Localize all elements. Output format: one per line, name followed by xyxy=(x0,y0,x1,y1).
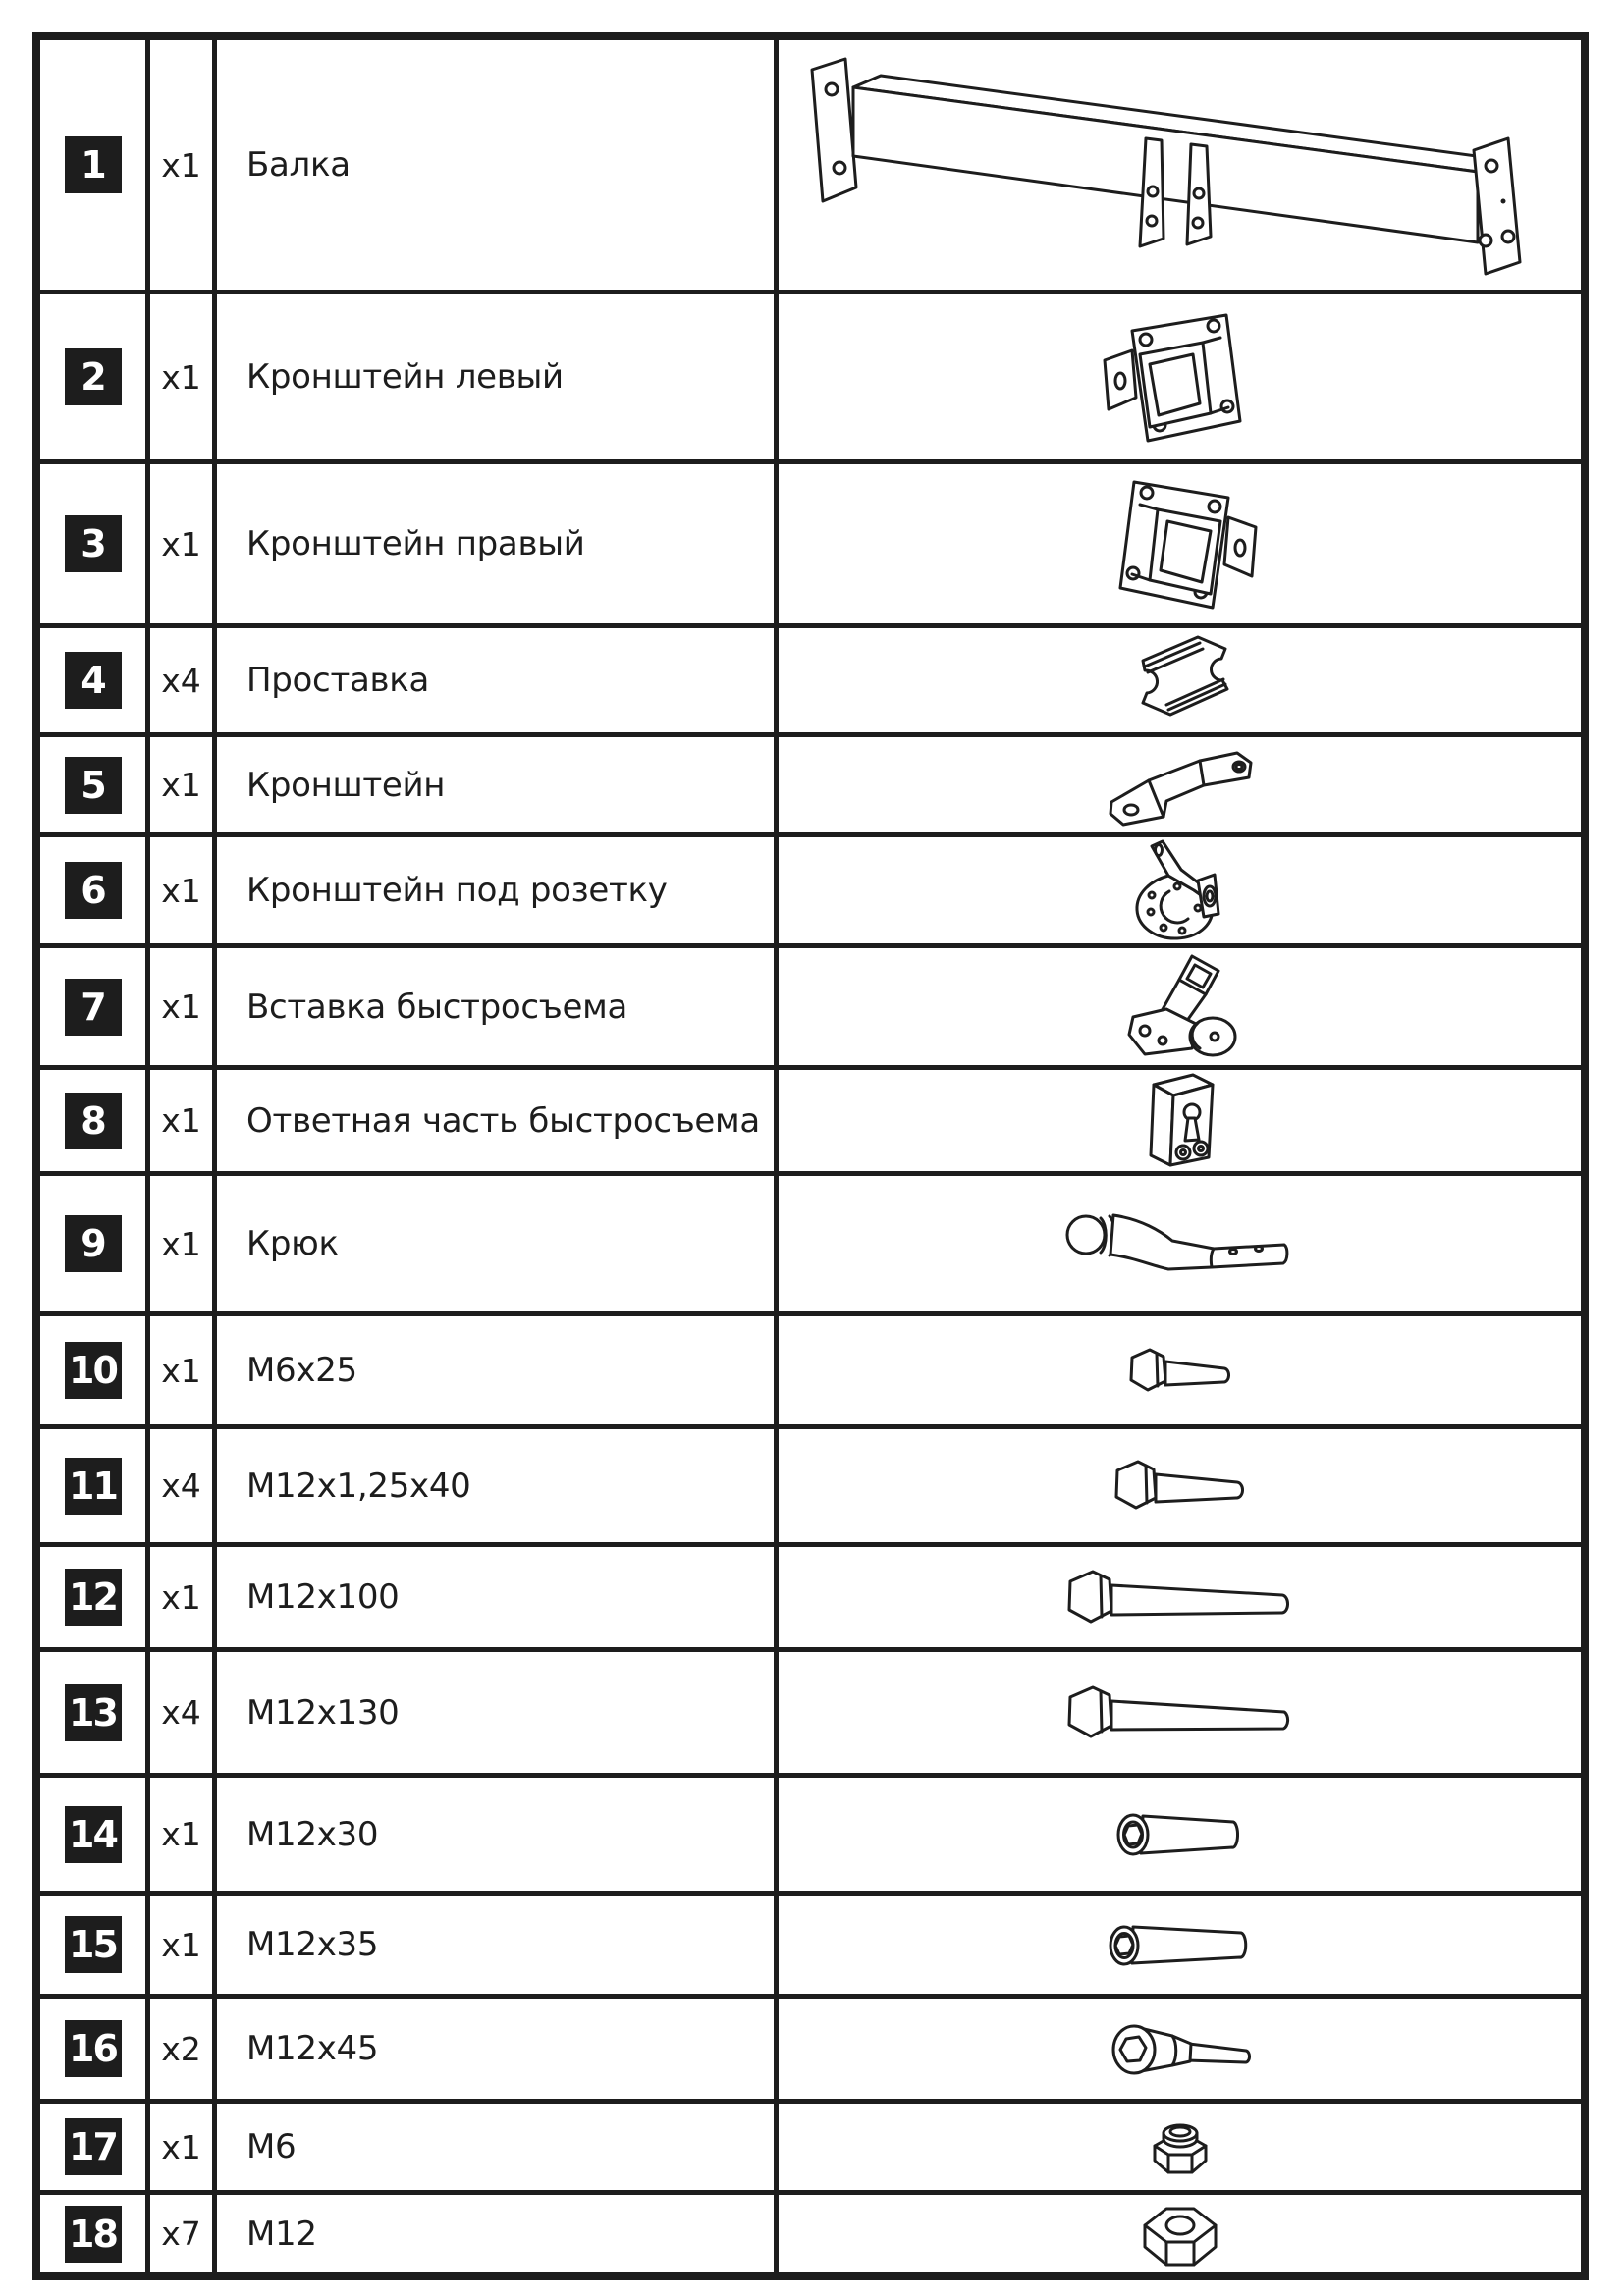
part-number-badge: 14 xyxy=(65,1806,122,1863)
part-number-cell xyxy=(40,464,150,623)
part-quantity: x1 xyxy=(150,1547,217,1647)
part-name: Крюк xyxy=(217,1176,779,1311)
part-number-cell xyxy=(40,1429,150,1542)
bolt-m12x100-icon xyxy=(1064,1566,1295,1629)
socket-screw-m12x45-icon xyxy=(1099,2017,1261,2081)
part-quantity: x1 xyxy=(150,1896,217,1994)
part-quantity: x1 xyxy=(150,1316,217,1424)
part-name: Кронштейн правый xyxy=(217,464,779,623)
part-name: М12х45 xyxy=(217,1999,779,2099)
bolt-m12x40-icon xyxy=(1111,1457,1249,1516)
part-number-cell xyxy=(40,628,150,732)
quick-release-insert-icon xyxy=(1121,950,1239,1063)
part-illustration xyxy=(779,1896,1581,1994)
table-row xyxy=(40,1316,1581,1429)
part-number-badge: 15 xyxy=(65,1916,122,1973)
table-row xyxy=(40,2104,1581,2195)
part-number-cell xyxy=(40,1070,150,1171)
part-number-cell xyxy=(40,40,150,290)
part-number-badge: 7 xyxy=(65,979,122,1036)
quick-release-block-icon xyxy=(1136,1069,1224,1172)
part-name: Кронштейн под розетку xyxy=(217,837,779,943)
table-row xyxy=(40,1176,1581,1316)
socket-bracket-icon xyxy=(1123,839,1236,942)
left-bracket-icon xyxy=(1097,303,1264,451)
part-illustration xyxy=(779,2195,1581,2272)
part-quantity: x1 xyxy=(150,1778,217,1891)
part-number-badge: 16 xyxy=(65,2020,122,2077)
part-number-badge: 3 xyxy=(65,515,122,572)
table-row xyxy=(40,1778,1581,1896)
part-illustration xyxy=(779,1316,1581,1424)
part-illustration xyxy=(779,837,1581,943)
part-name: М6х25 xyxy=(217,1316,779,1424)
part-number-cell xyxy=(40,1778,150,1891)
part-illustration xyxy=(779,1652,1581,1773)
part-number-badge: 18 xyxy=(65,2206,122,2263)
table-row xyxy=(40,1999,1581,2104)
part-illustration xyxy=(779,1176,1581,1311)
bolt-m12x130-icon xyxy=(1064,1682,1295,1743)
part-number-badge: 10 xyxy=(65,1342,122,1399)
table-row xyxy=(40,1547,1581,1652)
part-quantity: x4 xyxy=(150,1652,217,1773)
part-quantity: x1 xyxy=(150,837,217,943)
part-name: Балка xyxy=(217,40,779,290)
part-number-cell xyxy=(40,1652,150,1773)
part-number-cell xyxy=(40,294,150,459)
part-illustration xyxy=(779,737,1581,832)
part-quantity: x1 xyxy=(150,948,217,1065)
part-illustration xyxy=(779,1999,1581,2099)
part-number-badge: 9 xyxy=(65,1215,122,1272)
spacer-icon xyxy=(1123,629,1236,732)
part-quantity: x1 xyxy=(150,1176,217,1311)
part-number-cell xyxy=(40,1176,150,1311)
part-illustration xyxy=(779,1778,1581,1891)
part-number-badge: 17 xyxy=(65,2118,122,2175)
part-illustration xyxy=(779,464,1581,623)
table-row xyxy=(40,948,1581,1070)
part-illustration xyxy=(779,294,1581,459)
part-name: Проставка xyxy=(217,628,779,732)
part-quantity: x1 xyxy=(150,2104,217,2190)
part-number-cell xyxy=(40,948,150,1065)
part-number-badge: 5 xyxy=(65,757,122,814)
sleeve-m12x30-icon xyxy=(1111,1807,1249,1861)
part-illustration xyxy=(779,1070,1581,1171)
part-name: Кронштейн левый xyxy=(217,294,779,459)
part-illustration xyxy=(779,628,1581,732)
table-row xyxy=(40,737,1581,837)
part-quantity: x1 xyxy=(150,737,217,832)
bolt-m6x25-icon xyxy=(1126,1346,1234,1395)
table-row xyxy=(40,294,1581,464)
part-number-cell xyxy=(40,2104,150,2190)
table-row xyxy=(40,464,1581,628)
sleeve-m12x35-icon xyxy=(1104,1919,1256,1970)
part-illustration xyxy=(779,40,1581,290)
part-name: М12 xyxy=(217,2195,779,2272)
part-quantity: x1 xyxy=(150,40,217,290)
table-row xyxy=(40,837,1581,948)
table-row xyxy=(40,2195,1581,2272)
flat-bracket-icon xyxy=(1102,741,1259,829)
part-number-cell xyxy=(40,837,150,943)
hex-nut-m12-icon xyxy=(1137,2196,1223,2272)
part-quantity: x2 xyxy=(150,1999,217,2099)
part-name: М12х1,25х40 xyxy=(217,1429,779,1542)
part-number-badge: 6 xyxy=(65,862,122,919)
part-quantity: x4 xyxy=(150,628,217,732)
part-number-badge: 2 xyxy=(65,348,122,405)
part-name: Ответная часть быстросъема xyxy=(217,1070,779,1171)
part-number-cell xyxy=(40,737,150,832)
table-row xyxy=(40,1652,1581,1778)
table-row xyxy=(40,40,1581,294)
part-name: М6 xyxy=(217,2104,779,2190)
part-number-cell xyxy=(40,2195,150,2272)
table-row xyxy=(40,1429,1581,1547)
part-quantity: x1 xyxy=(150,464,217,623)
part-number-badge: 12 xyxy=(65,1569,122,1626)
part-illustration xyxy=(779,1547,1581,1647)
part-name: М12х35 xyxy=(217,1896,779,1994)
part-illustration xyxy=(779,948,1581,1065)
part-number-badge: 11 xyxy=(65,1458,122,1515)
part-illustration xyxy=(779,2104,1581,2190)
table-row xyxy=(40,628,1581,737)
part-quantity: x1 xyxy=(150,294,217,459)
part-number-badge: 4 xyxy=(65,652,122,709)
table-row xyxy=(40,1896,1581,1999)
part-number-cell xyxy=(40,1999,150,2099)
part-name: М12х100 xyxy=(217,1547,779,1647)
parts-table xyxy=(32,32,1589,2280)
beam-icon xyxy=(783,52,1578,278)
part-illustration xyxy=(779,1429,1581,1542)
part-name: Кронштейн xyxy=(217,737,779,832)
part-number-badge: 13 xyxy=(65,1684,122,1741)
part-name: Вставка быстросъема xyxy=(217,948,779,1065)
part-number-cell xyxy=(40,1896,150,1994)
hook-icon xyxy=(1064,1204,1295,1283)
part-name: М12х130 xyxy=(217,1652,779,1773)
nylock-nut-m6-icon xyxy=(1148,2116,1213,2177)
table-row xyxy=(40,1070,1581,1176)
part-number-badge: 8 xyxy=(65,1093,122,1149)
part-quantity: x4 xyxy=(150,1429,217,1542)
part-quantity: x7 xyxy=(150,2195,217,2272)
part-name: М12х30 xyxy=(217,1778,779,1891)
part-number-cell xyxy=(40,1316,150,1424)
part-number-badge: 1 xyxy=(65,136,122,193)
part-number-cell xyxy=(40,1547,150,1647)
part-quantity: x1 xyxy=(150,1070,217,1171)
right-bracket-icon xyxy=(1097,470,1264,617)
